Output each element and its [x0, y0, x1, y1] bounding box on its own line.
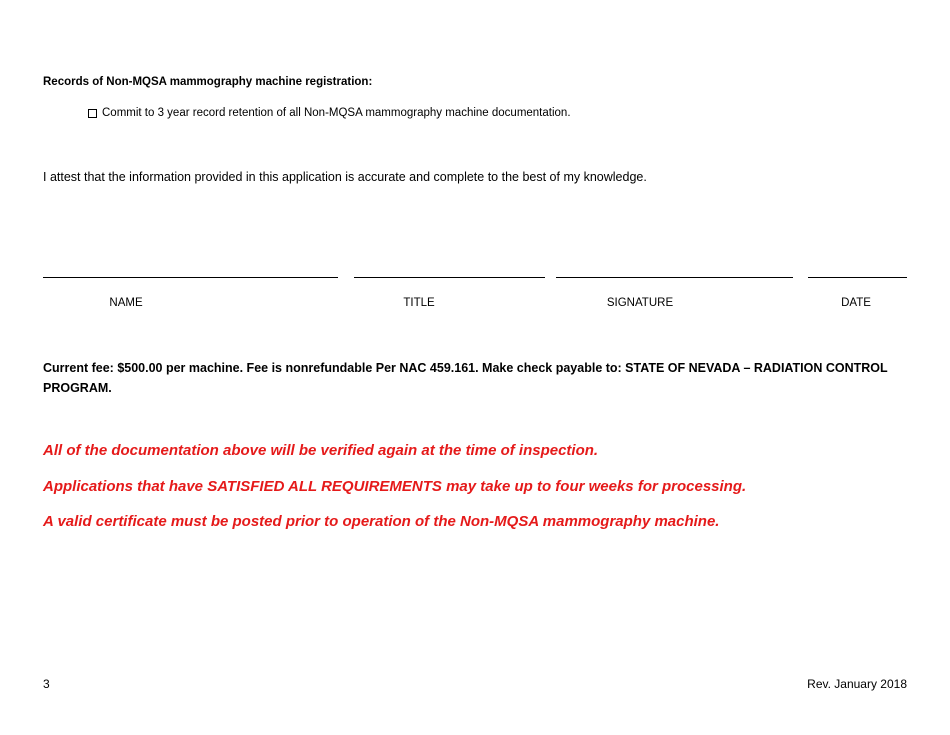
record-retention-checkbox[interactable]	[88, 109, 97, 118]
verification-notice: All of the documentation above will be verified again at the time of inspection.	[43, 442, 599, 459]
record-retention-option[interactable]	[88, 107, 571, 119]
date-label: DATE	[841, 297, 871, 309]
attestation-statement: I attest that the information provided in this application is accurate and complete to the best of my knowledge.	[43, 170, 647, 184]
name-line[interactable]	[43, 277, 338, 278]
date-line[interactable]	[808, 277, 907, 278]
page-number: 3	[43, 677, 50, 691]
title-line[interactable]	[354, 277, 545, 278]
signature-line[interactable]	[556, 277, 793, 278]
records-heading: Records of Non-MQSA mammography machine registration:	[43, 76, 373, 88]
processing-time-notice: Applications that have SATISFIED ALL REQUIREMENTS may take up to four weeks for processing.	[43, 478, 747, 495]
signature-label: SIGNATURE	[606, 297, 674, 309]
name-label: NAME	[109, 297, 143, 309]
title-label: TITLE	[403, 297, 435, 309]
record-retention-label: Commit to 3 year record retention of all Non-MQSA mammography machine documentation.	[102, 107, 571, 119]
certificate-posting-notice: A valid certificate must be posted prior to operation of the Non-MQSA mammography machine.	[43, 513, 720, 530]
revision-date: Rev. January 2018	[807, 677, 907, 691]
fee-statement: Current fee: $500.00 per machine. Fee is nonrefundable Per NAC 459.161. Make check payable to: STATE OF NEVADA – RADIATION CONTROL PROGRAM.	[43, 361, 888, 395]
